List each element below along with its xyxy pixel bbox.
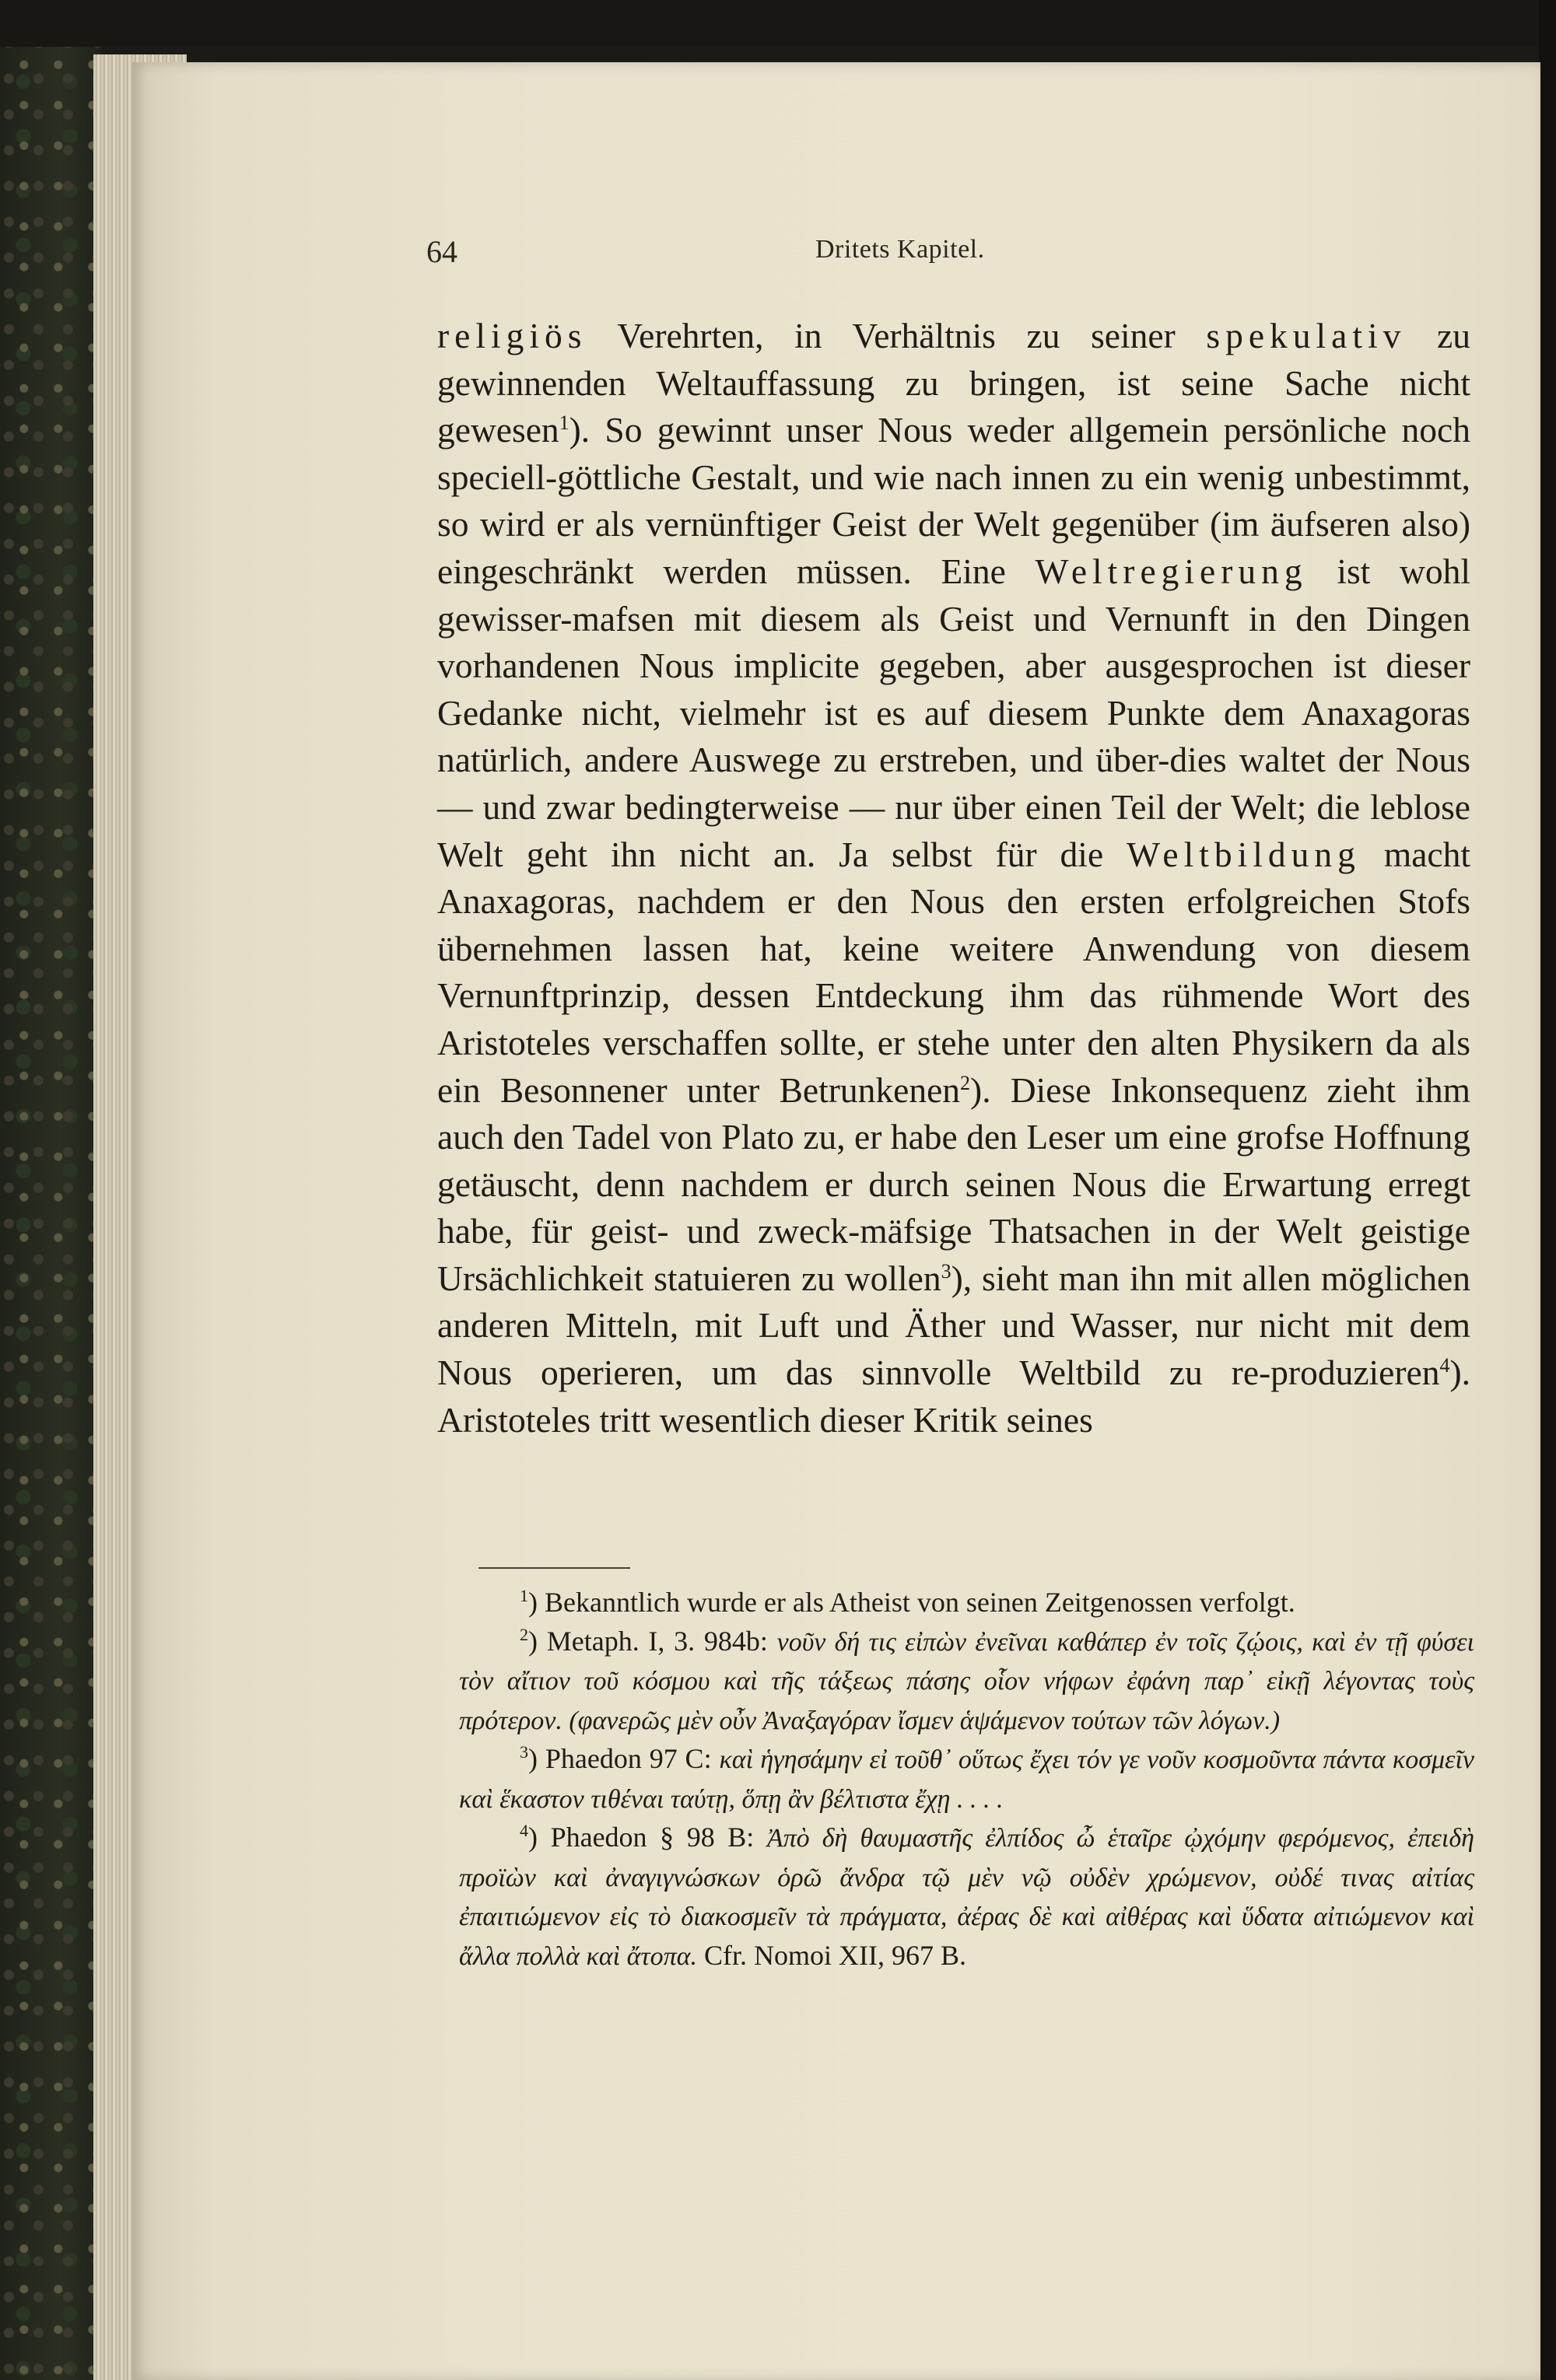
text-run: ), sieht man ihn mit allen möglichen anderen Mitteln, mit Luft und Äther und Wasser, nur nicht mit dem Nous operieren, um das sinnvolle Weltbild zu re-produzieren <box>437 1258 1470 1393</box>
footnote-citation: Cfr. Nomoi XII, 967 B. <box>696 1939 966 1971</box>
footnote-mark: 1 <box>520 1586 528 1605</box>
footnote-4 <box>459 1818 1474 1976</box>
background-top <box>0 0 1556 47</box>
footnote-ref-3: 3 <box>941 1259 951 1283</box>
footnote-mark: 3 <box>520 1742 528 1762</box>
background-right <box>1539 0 1556 2380</box>
marbled-book-cover <box>0 0 101 2380</box>
footnote-1 <box>459 1584 1474 1622</box>
footnote-ref-4: 4 <box>1439 1353 1450 1377</box>
running-head: Dritets Kapitel. <box>815 235 985 264</box>
footnote-citation: ) Phaedon 97 C: <box>528 1743 720 1774</box>
footnote-citation: ) Metaph. I, 3. 984b: <box>528 1625 777 1657</box>
emphasis-religios: religiös <box>437 316 587 355</box>
text-run: zu gewinnenden Weltauffassung zu bringen, ist seine Sache nicht gewesen <box>437 316 1470 450</box>
footnotes <box>459 1584 1474 1976</box>
emphasis-weltbildung: Weltbildung <box>1127 834 1361 874</box>
text-run: ). So gewinnt unser Nous weder allgemein persönliche noch speciell-göttliche Gestalt, und wie nach innen zu ein wenig unbestimmt, so wird er als vernünftiger Geist der Welt gegenüber (im äufseren also) eingeschränkt werden müssen. Eine <box>437 410 1470 591</box>
emphasis-spekulativ: spekulativ <box>1206 316 1407 355</box>
text-run: Verehrten, in Verhältnis zu seiner <box>587 316 1207 355</box>
text-run: ). Diese Inkonsequenz zieht ihm auch den Tadel von Plato zu, er habe den Leser um eine grofse Hoffnung getäuscht, denn nachdem er durch seinen Nous die Erwartung erregt habe, für geist- und zweck-mäfsige Thatsachen in der Welt geistige Ursächlichkeit statuieren zu wollen <box>437 1069 1470 1298</box>
greek-quote: Ἀπὸ δὴ θαυμαστῆς ἐλπίδος ὦ ἑταῖρε ᾠχόμην φερόμενος, ἐπειδὴ προϊὼν καὶ ἀναγιγνώσκων ὁρῶ ἄνδρα τῷ μὲν νῷ οὐδὲν χρώμενον, οὐδέ τινας αἰτίας ἐπαιτιώμενον εἰς τὸ διακοσμεῖν τὰ πράγματα, ἀέρας δὲ καὶ αἰθέρας καὶ ὕδατα αἰτιώμενον καὶ ἄλλα πολλὰ καὶ ἄτοπα. <box>459 1824 1474 1971</box>
body-text <box>437 313 1470 1444</box>
text-run: ist wohl gewisser-mafsen mit diesem als Geist und Vernunft in den Dingen vorhandenen Nous implicite gegeben, aber ausgesprochen ist dieser Gedanke nicht, vielmehr ist es auf diesem Punkte dem Anaxagoras natürlich, andere Auswege zu erstreben, und über-dies waltet der Nous — und zwar bedingterweise — nur über einen Teil der Welt; die leblose Welt geht ihn nicht an. Ja selbst für die <box>437 551 1470 874</box>
greek-quote: καὶ ἡγησάμην εἰ τοῦθ᾽ οὕτως ἔχει τόν γε νοῦν κοσμοῦντα πάντα κοσμεῖν καὶ ἕκαστον τιθέναι ταύτῃ, ὅπῃ ἂν βέλτιστα ἔχῃ . . . . <box>459 1745 1474 1814</box>
body-paragraph <box>437 313 1470 1444</box>
footnote-mark: 2 <box>520 1624 528 1644</box>
footnote-text: ) Bekanntlich wurde er als Atheist von seinen Zeitgenossen verfolgt. <box>528 1587 1295 1618</box>
footnote-mark: 4 <box>520 1821 528 1840</box>
footnote-ref-1: 1 <box>559 411 569 435</box>
text-run: ). Aristoteles tritt wesentlich dieser Kritik seines <box>437 1353 1470 1440</box>
footnote-2 <box>459 1622 1474 1741</box>
page-number: 64 <box>426 234 457 269</box>
text-run: macht Anaxagoras, nachdem er den Nous den ersten erfolgreichen Stofs übernehmen lassen hat, keine weitere Anwendung von diesem Vernunftprinzip, dessen Entdeckung ihm das rühmende Wort des Aristoteles verschaffen sollte, er stehe unter den alten Physikern da als ein Besonnener unter Betrunkenen <box>437 834 1470 1110</box>
footnote-ref-2: 2 <box>960 1071 971 1094</box>
page-header <box>0 233 1556 280</box>
emphasis-weltregierung: Weltregierung <box>1035 551 1308 591</box>
footnote-citation: ) Phaedon § 98 B: <box>528 1822 767 1853</box>
footnote-divider <box>478 1567 630 1569</box>
greek-quote: νοῦν δή τις εἰπὼν ἐνεῖναι καθάπερ ἐν τοῖς ζῴοις, καὶ ἐν τῇ φύσει τὸν αἴτιον τοῦ κόσμου καὶ τῆς τάξεως πάσης οἷον νήφων ἐφάνη παρ᾽ εἰκῇ λέγοντας τοὺς πρότερον. (φανερῶς μὲν οὖν Ἀναξαγόραν ἴσμεν ἁψάμενον τούτων τῶν λόγων.) <box>459 1627 1474 1735</box>
footnote-3 <box>459 1740 1474 1818</box>
